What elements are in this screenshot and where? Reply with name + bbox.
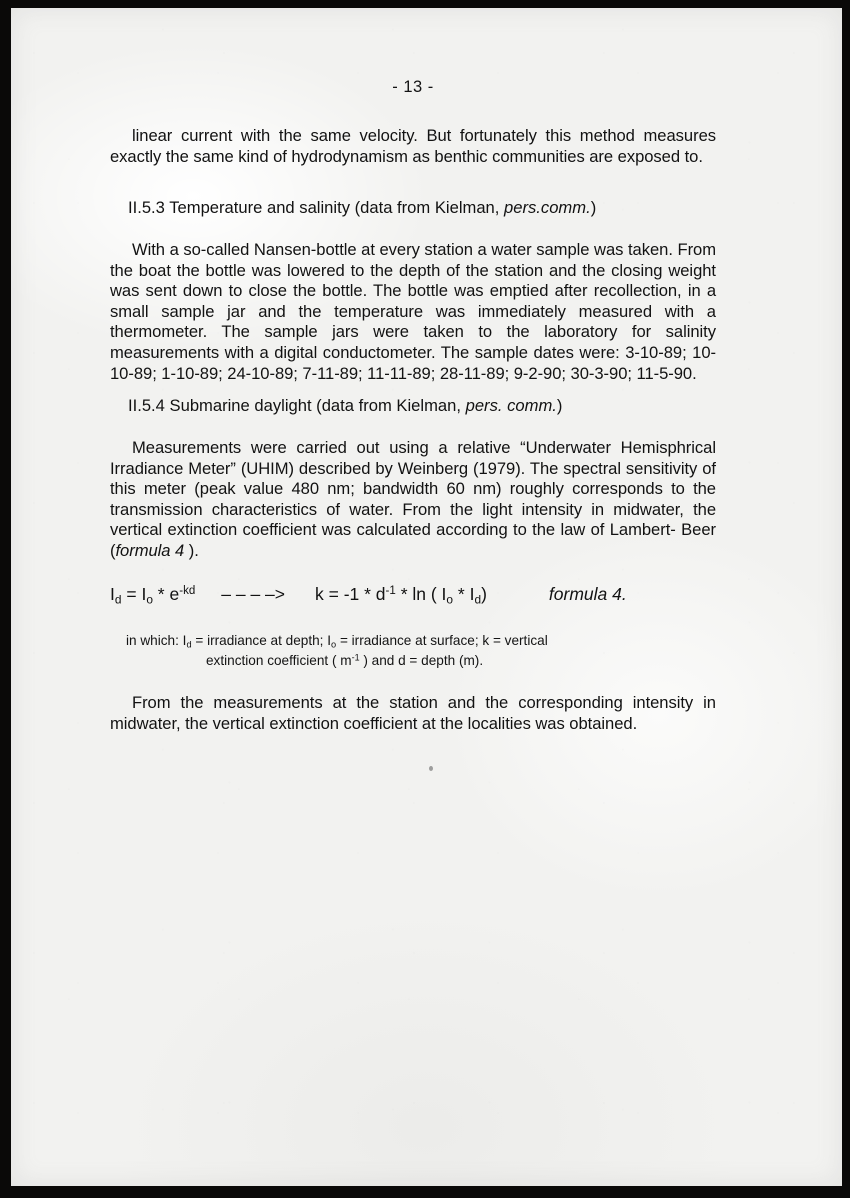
definition-sup-inv: -1 (351, 652, 360, 663)
formula-reference: formula 4 (115, 540, 185, 560)
definition-prefix: in which: I (126, 633, 187, 648)
formula-rhs-sub-d: d (474, 592, 482, 607)
document-page (11, 8, 842, 1186)
formula-label: formula 4. (548, 584, 627, 604)
section-number: II.5.4 (128, 396, 165, 415)
definition-sub-o: o (331, 639, 337, 650)
definition-extinction: extinction coefficient ( m (206, 653, 352, 668)
definition-sub-d: d (186, 639, 192, 650)
section-paren-close: ) (590, 198, 597, 217)
formula-I: I (110, 584, 115, 604)
formula-4 (110, 582, 716, 606)
formula-rhs-sub-o: o (446, 592, 454, 607)
paragraph-uhim-tail: ). (184, 540, 199, 560)
definition-surface: = irradiance at surface; k = vertical (336, 633, 548, 648)
section-title: Submarine daylight (data from Kielman, (164, 396, 466, 415)
formula-arrow: – – – –> (221, 584, 286, 604)
section-paren-close: ) (556, 396, 563, 415)
formula-rhs (315, 582, 487, 606)
section-number: II.5.3 (128, 198, 165, 217)
paragraph-continuation: linear current with the same velocity. But fortunately this method measures exactly the same kind of hydrodynamism as benthic communities are exposed to. (110, 126, 716, 166)
definition-line-1 (110, 631, 716, 651)
formula-exp-kd: -kd (179, 585, 196, 597)
formula-rhs-close: ) (481, 584, 487, 604)
page-number: - 13 - (392, 78, 434, 96)
formula-eq: = I (121, 584, 147, 604)
formula-lhs (110, 582, 195, 606)
formula-exp-inv: -1 (385, 585, 396, 597)
definition-depth-unit: ) and d = depth (m). (359, 653, 484, 668)
paragraph-uhim-text: Measurements were carried out using a relative “Underwater Hemisphrical Irradiance Meter” (UHIM) described by Weinberg (1979). The spectral sensitivity of this meter (peak value 480 nm; bandwidth 60 nm) roughly corresponds to the transmission characteristics of water. From the light intensity in midwater, the vertical extinction coefficient was calculated according to the law of Lambert- Beer ( (110, 438, 716, 560)
section-heading-ii-5-4 (110, 396, 734, 417)
definition-line-2 (110, 651, 716, 671)
scan-artifact-speck (429, 766, 433, 771)
paragraph-nansen-bottle: With a so-called Nansen-bottle at every station a water sample was taken. From the boat the bottle was lowered to the depth of the station and the closing weight was sent down to close the bottle. The bottle was emptied after recollection, in a small sample jar and the temperature was immediately measured with a thermometer. The sample jars were taken to the laboratory for salinity measurements with a digital conductometer. The sample dates were: 3-10-89; 10-10-89; 1-10-89; 24-10-89; 7-11-89; 11-11-89; 28-11-89; 9-2-90; 30-3-90; 11-5-90. (110, 240, 716, 383)
formula-sub-d: d (114, 592, 122, 607)
formula-rhs-star: * I (453, 584, 475, 604)
section-citation: pers.comm. (504, 198, 591, 217)
section-citation: pers. comm. (465, 396, 557, 415)
formula-sub-o: o (146, 592, 153, 607)
formula-k: k = -1 * d (315, 584, 386, 604)
formula-ln: * ln ( I (395, 584, 447, 604)
section-title: Temperature and salinity (data from Kielman, (164, 198, 505, 217)
paragraph-uhim (110, 438, 716, 562)
formula-definitions (110, 631, 716, 671)
definition-depth: = irradiance at depth; I (191, 633, 332, 648)
formula-star: * e (152, 584, 180, 604)
paragraph-conclusion: From the measurements at the station and the corresponding intensity in midwater, the vertical extinction coefficient at the localities was obtained. (110, 693, 716, 733)
section-heading-ii-5-3 (110, 198, 734, 219)
